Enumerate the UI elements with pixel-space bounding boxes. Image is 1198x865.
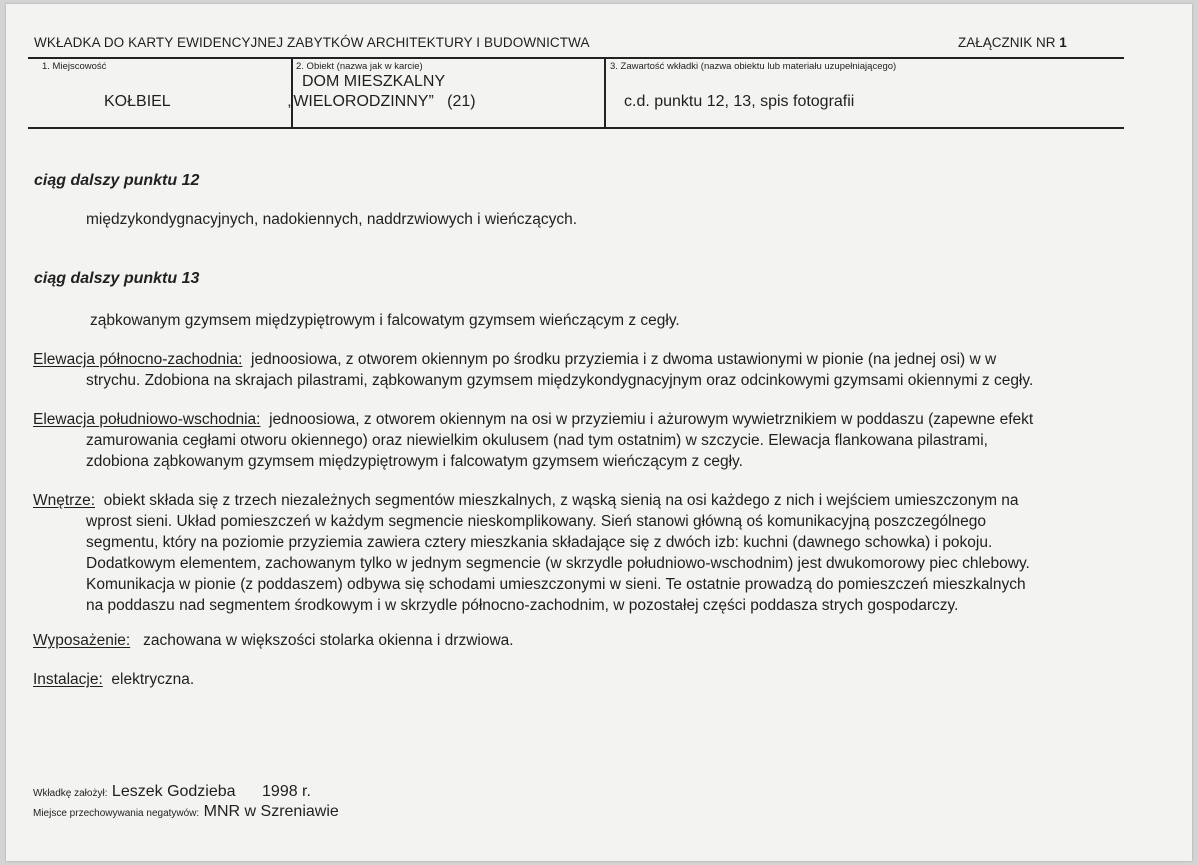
grid-divider-2 [604, 57, 606, 129]
interior-line4: Dodatkowym elementem, zachowanym tylko w jednym segmencie (w skrzydle południowo-wschodnim) jest dwukomorowy piec chlebowy. [86, 555, 1030, 572]
annex-value: 1 [1059, 35, 1067, 50]
equipment-text: zachowana w większości stolarka okienna i drzwiowa. [143, 632, 514, 649]
equipment-paragraph [33, 630, 1143, 651]
grid-top-line [28, 57, 1124, 59]
object-number: (21) [447, 93, 476, 110]
storage-label: Miejsce przechowywania negatywów: [33, 808, 200, 819]
object-value-line1: DOM MIESZKALNY [302, 73, 446, 90]
elevation-se-label: Elewacja południowo-wschodnia: [33, 411, 261, 428]
annex-number [958, 35, 1067, 50]
interior-line3: segmentu, który na poziomie przyziemia zawiera cztery mieszkania składające się z dwóch izb: kuchni (dawnego schowka) i pokoju. [86, 534, 993, 551]
section-12-text: międzykondygnacyjnych, nadokiennych, naddrzwiowych i wieńczących. [86, 211, 578, 228]
object-name: „WIELORODZINNY” [288, 93, 434, 110]
grid-bottom-line [28, 127, 1124, 129]
elevation-se-line3: zdobiona ząbkowanym gzymsem międzypiętrowym i falcowatym gzymsem wieńczącym z cegły. [86, 453, 743, 470]
object-label: 2. Obiekt (nazwa jak w karcie) [296, 61, 423, 72]
interior-line2: wprost sieni. Układ pomieszczeń w każdym segmencie nieskomplikowany. Sień stanowi główną oś komunikacyjną poszczególnego [86, 513, 987, 530]
elevation-nw-line2: strychu. Zdobiona na skrajach pilastrami, ząbkowanym gzymsem międzykondygnacyjnym oraz odcinkowymi gzymsami okiennymi z cegły. [86, 372, 1034, 389]
place-value: KOŁBIEL [104, 93, 171, 110]
year: 1998 r. [262, 783, 311, 800]
annex-label: ZAŁĄCZNIK NR [958, 35, 1056, 50]
installations-text: elektryczna. [111, 671, 195, 688]
interior-label: Wnętrze: [33, 492, 96, 509]
form-title: WKŁADKA DO KARTY EWIDENCYJNEJ ZABYTKÓW ARCHITEKTURY I BUDOWNICTWA [34, 35, 590, 50]
elevation-nw-label: Elewacja północno-zachodnia: [33, 351, 243, 368]
installations-paragraph [33, 669, 1143, 690]
section-13-text: ząbkowanym gzymsem międzypiętrowym i falcowatym gzymsem wieńczącym z cegły. [90, 312, 680, 329]
section-12-heading: ciąg dalszy punktu 12 [34, 172, 200, 189]
storage-value: MNR w Szreniawie [203, 803, 339, 820]
installations-label: Instalacje: [33, 671, 103, 688]
interior-line1: Wnętrze: obiekt składa się z trzech niezależnych segmentów mieszkalnych, z wąską sienią na osi każdego z nich i wejściem umieszczonym na [33, 492, 1019, 509]
equipment-label: Wyposażenie: [33, 632, 131, 649]
elevation-nw-paragraph [33, 349, 1143, 391]
section-13-heading: ciąg dalszy punktu 13 [34, 270, 200, 287]
storage-line [33, 803, 339, 821]
content-value: c.d. punktu 12, 13, spis fotografii [624, 93, 855, 110]
author-name: Leszek Godzieba [111, 783, 236, 800]
record-card [6, 4, 1192, 861]
elevation-se-line1: Elewacja południowo-wschodnia: jednoosiowa, z otworem okiennym na osi w przyziemiu i ażurowym wywietrznikiem w poddaszu (zapewne efekt [33, 411, 1034, 428]
author-label: Wkładkę założył: [33, 788, 108, 799]
author-line [33, 783, 311, 801]
place-label: 1. Miejscowość [42, 61, 107, 72]
elevation-se-paragraph [33, 409, 1143, 472]
content-label: 3. Zawartość wkładki (nazwa obiektu lub materiału uzupełniającego) [610, 61, 897, 72]
object-value-line2 [288, 93, 476, 111]
elevation-se-line2: zamurowania cegłami otworu okiennego) oraz niewielkim okulusem (nad tym ostatnim) w szczycie. Elewacja flankowana pilastrami, [86, 432, 988, 449]
elevation-nw-line1: Elewacja północno-zachodnia: jednoosiowa, z otworem okiennym po środku przyziemia i z dwoma ustawionymi w pionie (na jednej osi) w w [33, 351, 997, 368]
interior-line6: na poddaszu nad segmentem środkowym i w skrzydle północno-zachodnim, w pozostałej części poddasza strych gospodarczy. [86, 597, 959, 614]
interior-paragraph [33, 490, 1143, 616]
interior-line5: Komunikacja w pionie (z poddaszem) odbywa się schodami umieszczonymi w sieni. Te ostatnie prowadzą do pomieszczeń mieszkalnych [86, 576, 1026, 593]
